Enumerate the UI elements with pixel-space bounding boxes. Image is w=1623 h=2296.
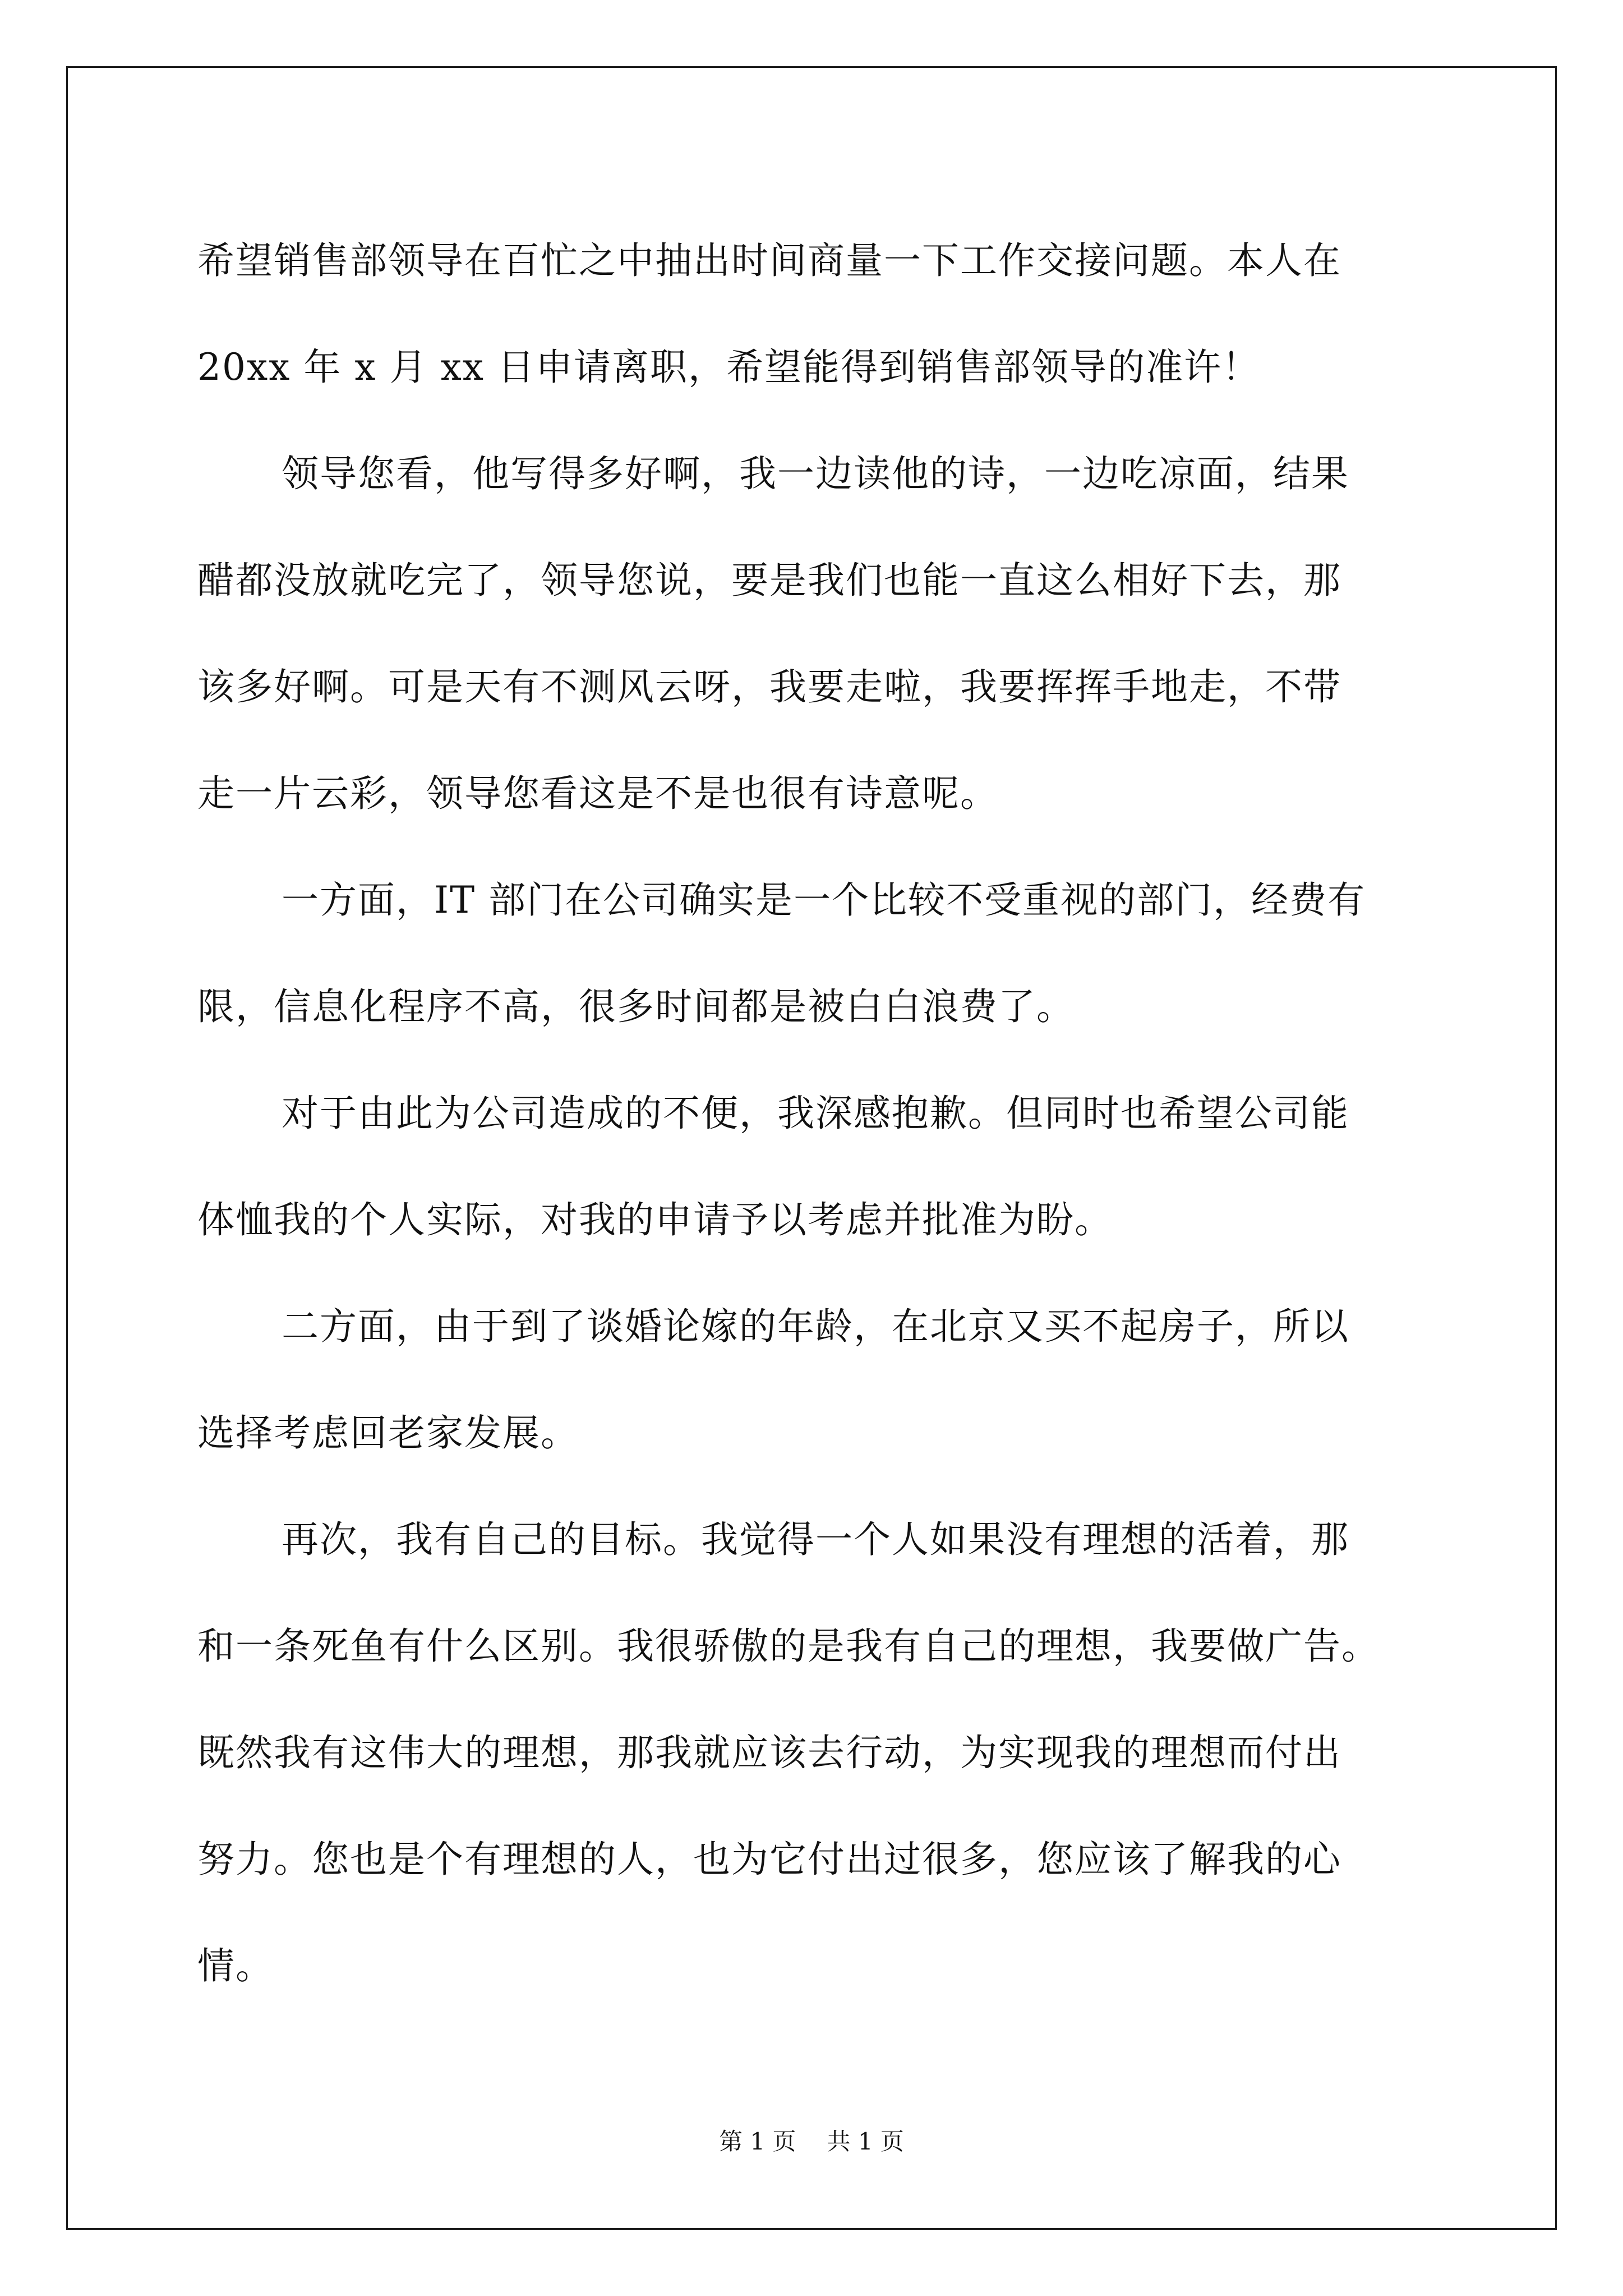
text-line: 醋都没放就吃完了，领导您说，要是我们也能一直这么相好下去，那 — [197, 559, 1341, 602]
text-line: 该多好啊。可是天有不测风云呀，我要走啦，我要挥挥手地走，不带 — [197, 665, 1341, 708]
page-footer — [0, 2125, 1623, 2159]
text-line: 选择考虑回老家发展。 — [197, 1411, 579, 1455]
text-line: 20xx 年 x 月 xx 日申请离职，希望能得到销售部领导的准许！ — [197, 346, 1260, 389]
paragraph-start-line: 一方面，IT 部门在公司确实是一个比较不受重视的部门，经费有 — [282, 878, 1366, 922]
text-line: 希望销售部领导在百忙之中抽出时间商量一下工作交接问题。本人在 — [197, 239, 1341, 282]
text-line: 情。 — [197, 1944, 274, 1987]
text-line: 限，信息化程序不高，很多时间都是被白白浪费了。 — [197, 985, 1075, 1028]
paragraph-start-line: 二方面，由于到了谈婚论嫁的年龄，在北京又买不起房子，所以 — [282, 1305, 1349, 1348]
text-line: 和一条死鱼有什么区别。我很骄傲的是我有自己的理想，我要做广告。 — [197, 1625, 1380, 1668]
paragraph-start-line: 对于由此为公司造成的不便，我深感抱歉。但同时也希望公司能 — [282, 1092, 1349, 1135]
paragraph-start-line: 领导您看，他写得多好啊，我一边读他的诗，一边吃凉面，结果 — [282, 452, 1349, 495]
document-body — [197, 208, 1437, 2019]
page-total: 共 1 页 — [827, 2128, 904, 2155]
text-line: 体恤我的个人实际，对我的申请予以考虑并批准为盼。 — [197, 1198, 1113, 1241]
paragraph-start-line: 再次，我有自己的目标。我觉得一个人如果没有理想的活着，那 — [282, 1518, 1349, 1561]
text-line: 走一片云彩，领导您看这是不是也很有诗意呢。 — [197, 772, 998, 815]
text-line: 努力。您也是个有理想的人，也为它付出过很多，您应该了解我的心 — [197, 1838, 1341, 1881]
page-number: 第 1 页 — [719, 2128, 796, 2155]
text-line: 既然我有这伟大的理想，那我就应该去行动，为实现我的理想而付出 — [197, 1731, 1341, 1774]
